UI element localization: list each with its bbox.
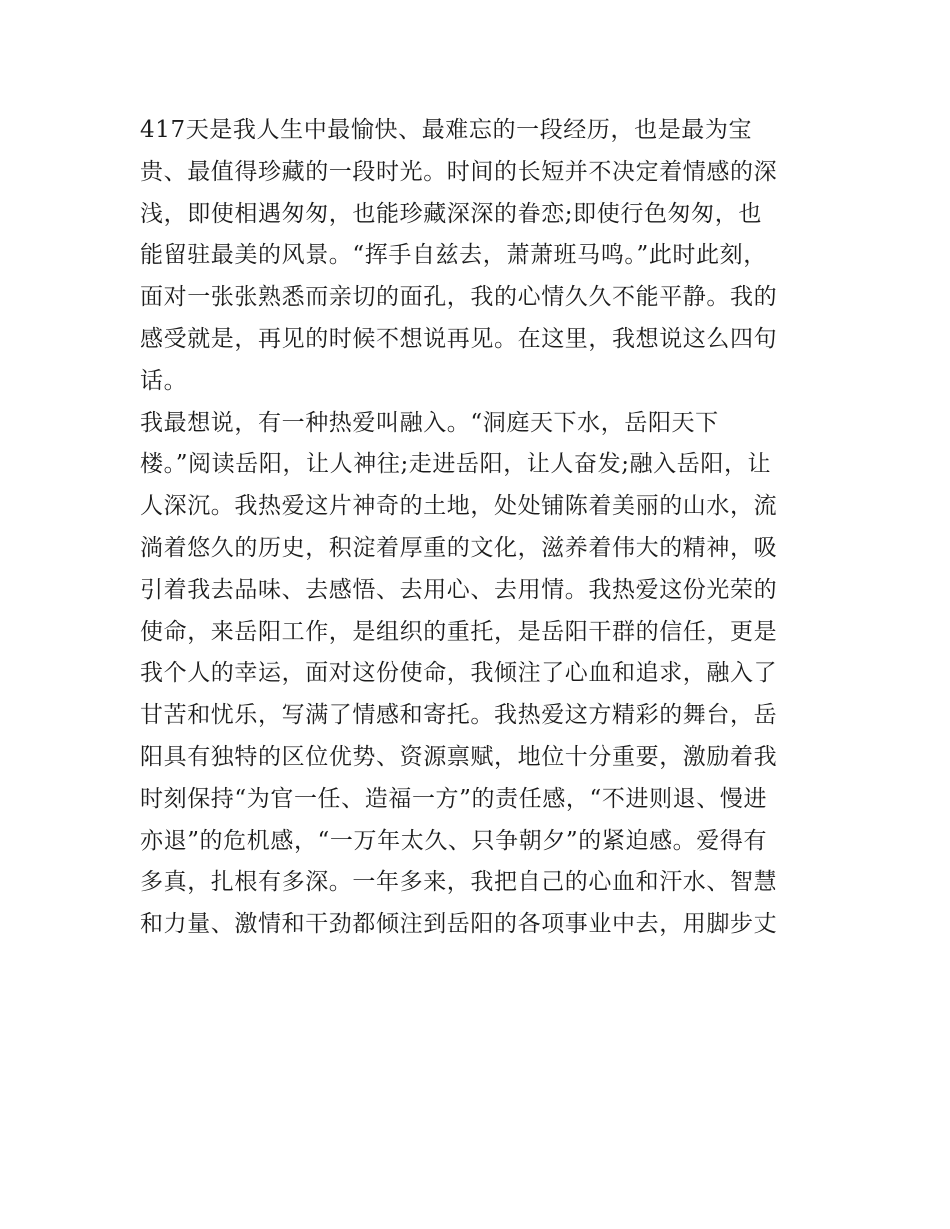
text-line: 417天是我人生中最愉快、最难忘的一段经历，也是最为宝: [140, 117, 753, 143]
text-line: 使命，来岳阳工作，是组织的重托，是岳阳干群的信任，更是: [140, 618, 778, 645]
text-line: 面对一张张熟悉而亲切的面孔，我的心情久久不能平静。我的: [140, 284, 778, 311]
document-body: [140, 110, 830, 946]
paragraph-love-integration: [140, 403, 830, 946]
text-line: 人深沉。我热爱这片神奇的土地，处处铺陈着美丽的山水，流: [140, 493, 778, 520]
paragraph-intro: [140, 110, 830, 403]
text-line: 楼。”阅读岳阳，让人神往;走进岳阳，让人奋发;融入岳阳，让: [140, 451, 772, 478]
text-line: 甘苦和忧乐，写满了情感和寄托。我热爱这方精彩的舞台，岳: [140, 702, 778, 729]
text-line: 能留驻最美的风景。“挥手自兹去，萧萧班马鸣。”此时此刻，: [140, 242, 767, 269]
text-line: 阳具有独特的区位优势、资源禀赋，地位十分重要，激励着我: [140, 743, 778, 770]
text-line: 和力量、激情和干劲都倾注到岳阳的各项事业中去，用脚步丈: [140, 911, 778, 938]
text-line: 引着我去品味、去感悟、去用心、去用情。我热爱这份光荣的: [140, 576, 778, 603]
text-line: 亦退”的危机感，“一万年太久、只争朝夕”的紧迫感。爱得有: [140, 827, 768, 854]
text-line: 我个人的幸运，面对这份使命，我倾注了心血和追求，融入了: [140, 660, 778, 687]
text-line: 话。: [140, 367, 188, 394]
text-line: 多真，扎根有多深。一年多来，我把自己的心血和汗水、智慧: [140, 869, 778, 896]
text-line: 浅，即使相遇匆匆，也能珍藏深深的眷恋;即使行色匆匆，也: [140, 200, 762, 227]
text-line: 淌着悠久的历史，积淀着厚重的文化，滋养着伟大的精神，吸: [140, 534, 778, 561]
text-line: 我最想说，有一种热爱叫融入。“洞庭天下水，岳阳天下: [140, 409, 719, 436]
text-line: 感受就是，再见的时候不想说再见。在这里，我想说这么四句: [140, 325, 778, 352]
text-line: 贵、最值得珍藏的一段时光。时间的长短并不决定着情感的深: [140, 158, 778, 185]
text-line: 时刻保持“为官一任、造福一方”的责任感，“不进则退、慢进: [140, 785, 768, 812]
